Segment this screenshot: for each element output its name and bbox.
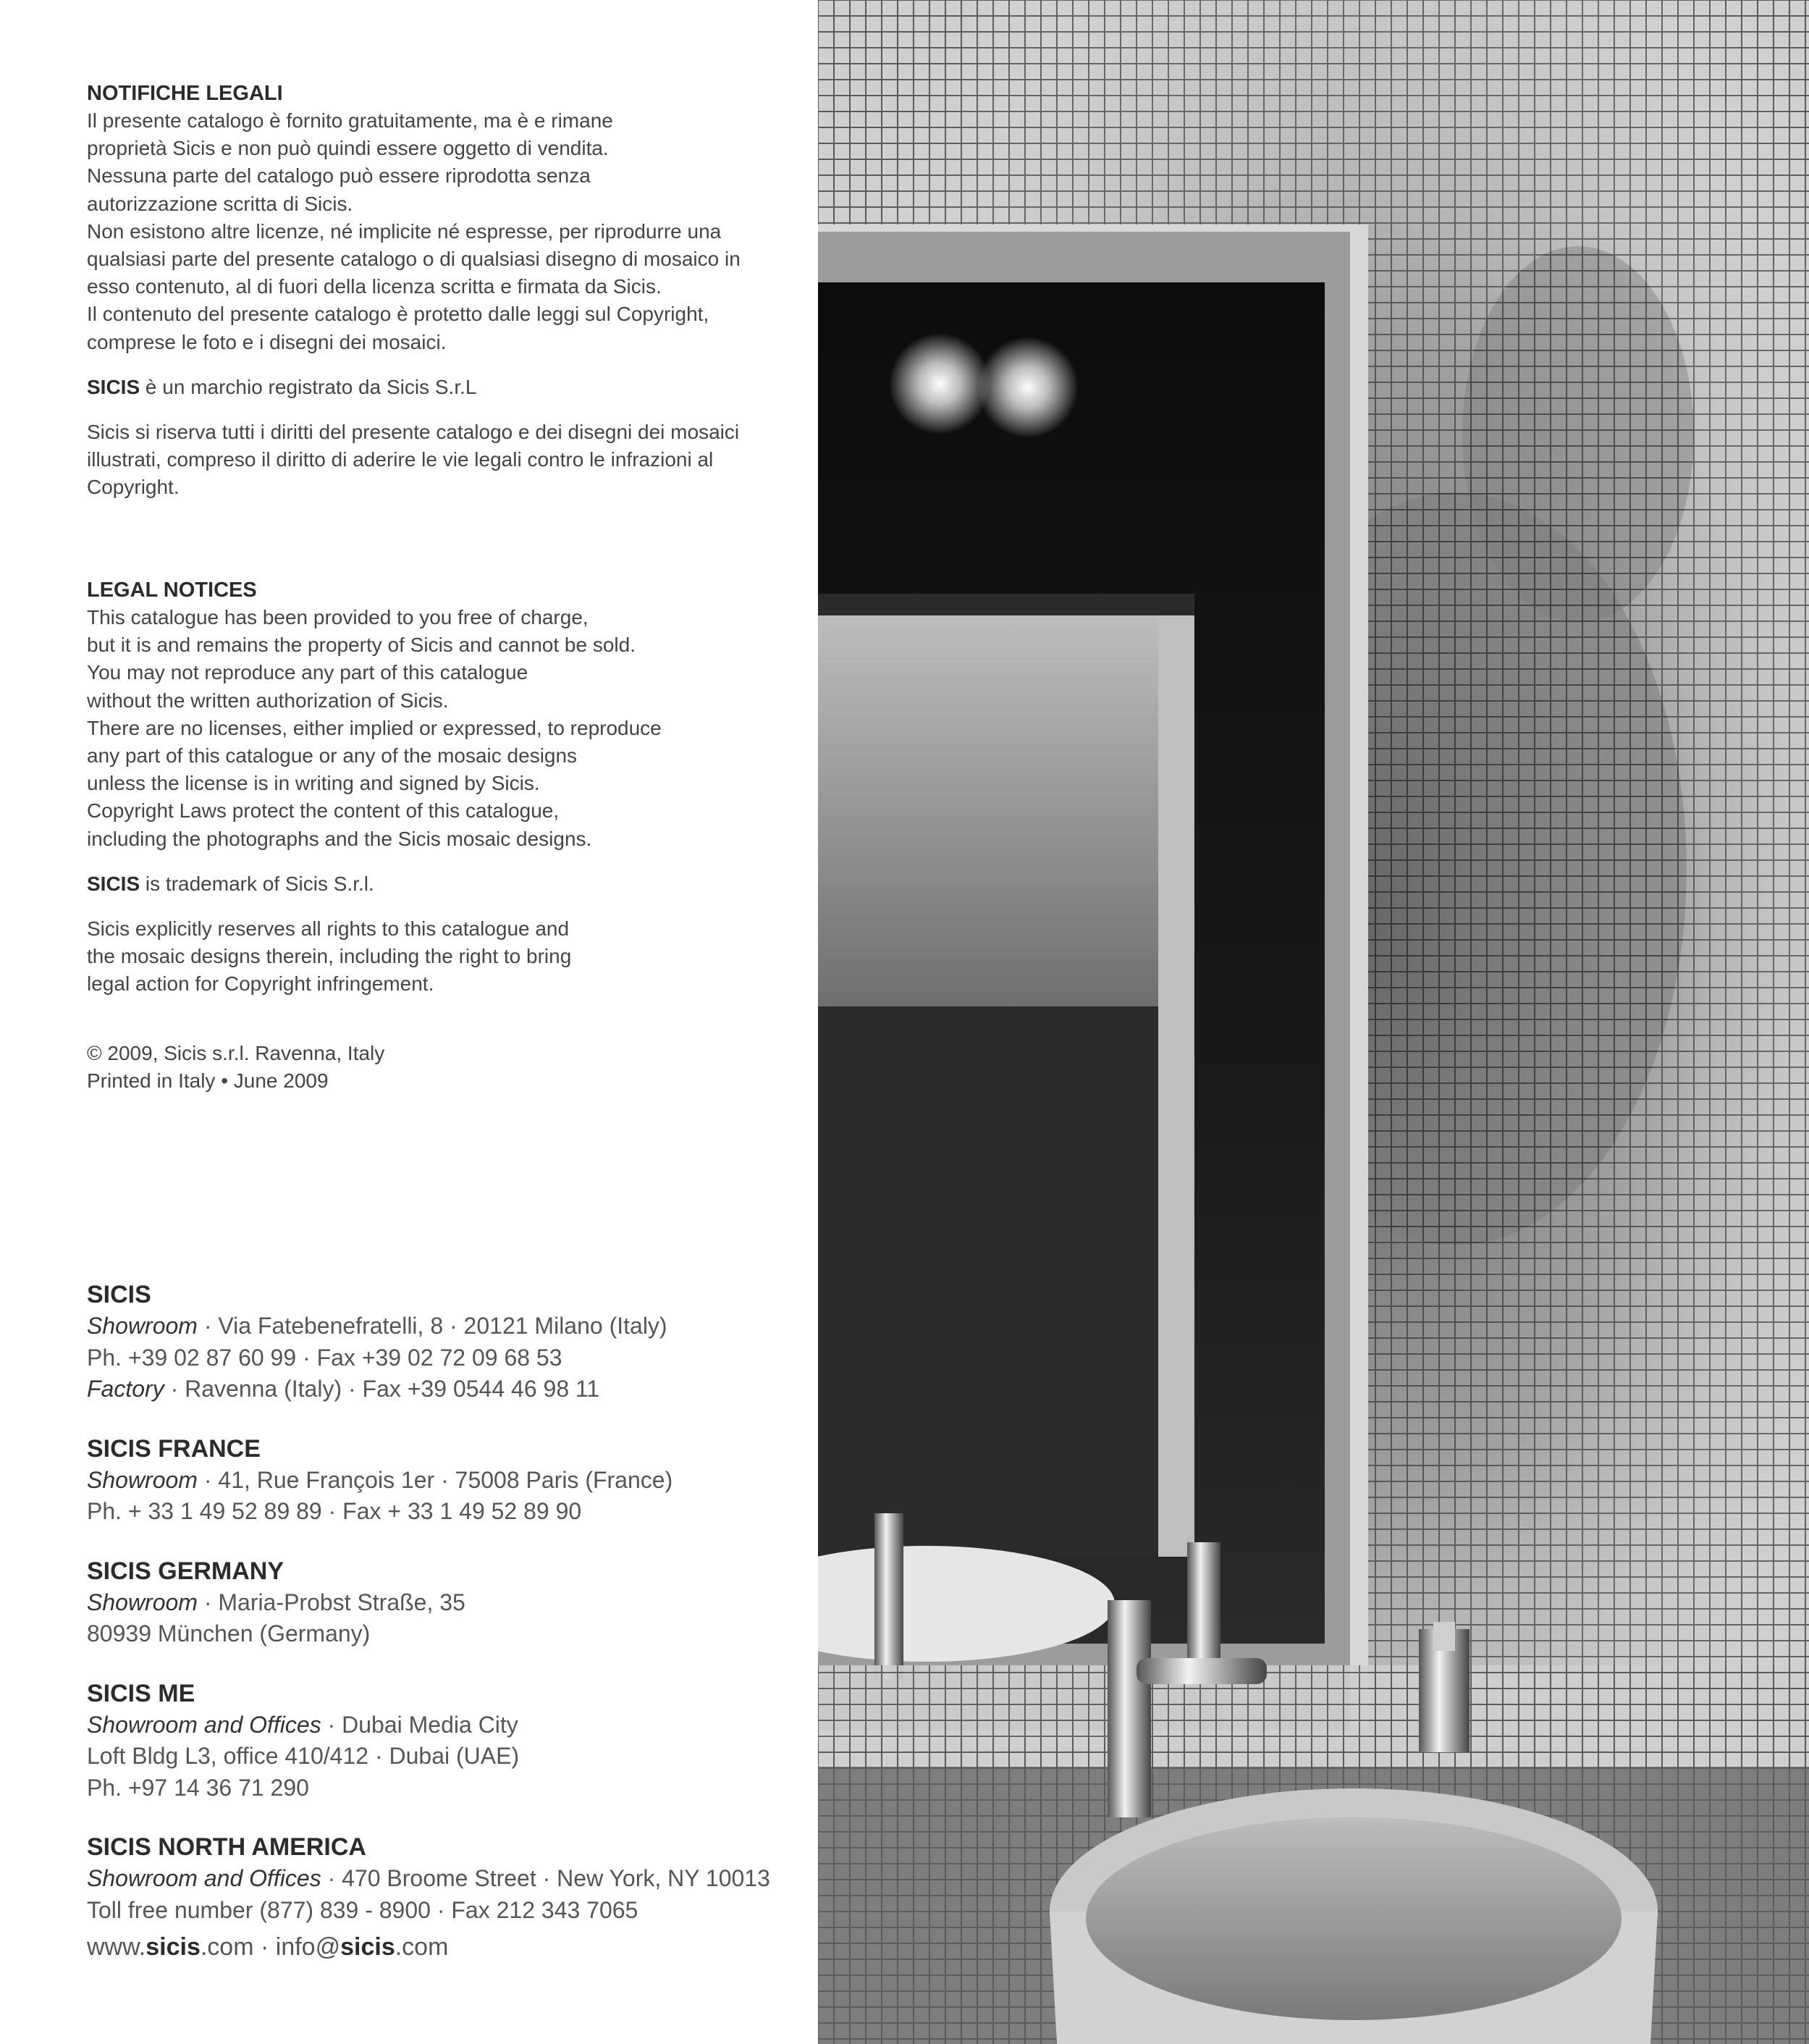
office-line-label: Showroom — [87, 1313, 198, 1339]
office-entry — [87, 1279, 782, 1405]
office-line-text: Loft Bldg L3, office 410/412 · Dubai (UAE) — [87, 1743, 520, 1769]
office-line-text: · 470 Broome Street · New York, NY 10013 — [321, 1865, 770, 1891]
text-line: the mosaic designs therein, including the right to bring — [87, 945, 572, 968]
text-line: Sicis explicitly reserves all rights to this catalogue and — [87, 917, 570, 941]
office-entry — [87, 1433, 782, 1528]
office-line-label: Showroom — [87, 1589, 198, 1615]
imprint — [87, 1040, 782, 1095]
text-line: qualsiasi parte del presente catalogo o di qualsiasi disegno di mosaico in — [87, 248, 741, 271]
office-entry — [87, 1831, 782, 1926]
italian-rights — [87, 419, 782, 502]
english-trademark: SICIS is trademark of Sicis S.r.l. — [87, 872, 374, 895]
text-line: Copyright Laws protect the content of this catalogue, — [87, 799, 560, 823]
italian-trademark: SICIS è un marchio registrato da Sicis S.r.L — [87, 375, 477, 398]
brand-name: SICIS — [87, 375, 140, 398]
office-line — [87, 1709, 782, 1741]
offices-list — [87, 1279, 782, 1953]
office-line — [87, 1741, 782, 1772]
text-line: without the written authorization of Sicis. — [87, 689, 449, 712]
text-line: autorizzazione scritta di Sicis. — [87, 192, 353, 215]
italian-heading: NOTIFICHE LEGALI — [87, 82, 283, 105]
italian-legal-section — [87, 80, 782, 502]
office-line-text: · 41, Rue François 1er · 75008 Paris (France) — [197, 1466, 673, 1493]
printed-line: Printed in Italy • June 2009 — [87, 1069, 329, 1093]
email-link[interactable]: info@sicis.com — [275, 1933, 449, 1961]
text-line: Nessuna parte del catalogo può essere riprodotta senza — [87, 164, 591, 188]
text-line: esso contenuto, al di fuori della licenza scritta e firmata da Sicis. — [87, 275, 662, 298]
text-line: Il presente catalogo è fornito gratuitamente, ma è e rimane — [87, 109, 613, 132]
separator: · — [253, 1933, 276, 1961]
office-line-text: · Via Fatebenefratelli, 8 · 20121 Milano (Italy) — [197, 1313, 667, 1339]
text-line: comprese le foto e i disegni dei mosaici. — [87, 330, 447, 353]
office-line — [87, 1342, 782, 1374]
office-name: SICIS ME — [87, 1679, 195, 1707]
office-line — [87, 1618, 782, 1650]
office-line-text: Ph. +39 02 87 60 99 · Fax +39 02 72 09 68 53 — [87, 1344, 562, 1371]
office-entry — [87, 1555, 782, 1650]
english-legal-section — [87, 576, 782, 998]
text-line: This catalogue has been provided to you free of charge, — [87, 606, 589, 628]
office-line-label: Showroom and Offices — [87, 1865, 321, 1891]
office-name: SICIS — [87, 1281, 151, 1308]
office-line — [87, 1895, 782, 1927]
text-line: There are no licenses, either implied or expressed, to reproduce — [87, 716, 662, 739]
english-heading: LEGAL NOTICES — [87, 579, 257, 602]
text-line: including the photographs and the Sicis mosaic designs. — [87, 827, 592, 850]
text-line: Il contenuto del presente catalogo è protetto dalle leggi sul Copyright, — [87, 303, 709, 326]
text-line: Sicis si riserva tutti i diritti del presente catalogo e dei disegni dei mosaici — [87, 421, 740, 444]
office-line-text: · Dubai Media City — [321, 1711, 518, 1738]
office-entry — [87, 1678, 782, 1804]
office-line-label: Factory — [87, 1376, 164, 1402]
office-name: SICIS NORTH AMERICA — [87, 1833, 366, 1861]
office-line — [87, 1772, 782, 1804]
brand-name: SICIS — [87, 872, 140, 895]
web-contact — [87, 1933, 782, 1961]
office-line-text: Toll free number (877) 839 - 8900 · Fax 212 343 7065 — [87, 1896, 638, 1923]
office-name: SICIS GERMANY — [87, 1557, 284, 1585]
office-line — [87, 1465, 782, 1497]
office-line-text: Ph. +97 14 36 71 290 — [87, 1774, 309, 1801]
text-line: but it is and remains the property of Sicis and cannot be sold. — [87, 634, 636, 657]
text-line: You may not reproduce any part of this catalogue — [87, 661, 528, 684]
text-line: illustrati, compreso il diritto di aderire le vie legali contro le infrazioni al — [87, 448, 714, 471]
bathroom-mosaic-photo — [818, 0, 1809, 2044]
office-line-label: Showroom and Offices — [87, 1711, 321, 1738]
text-line: unless the license is in writing and signed by Sicis. — [87, 772, 540, 795]
office-line — [87, 1374, 782, 1405]
office-line-text: · Maria-Probst Straße, 35 — [197, 1589, 465, 1615]
office-line-label: Showroom — [87, 1466, 198, 1493]
italian-notice-body — [87, 107, 782, 356]
copyright-line: © 2009, Sicis s.r.l. Ravenna, Italy — [87, 1042, 385, 1064]
text-line: proprietà Sicis e non può quindi essere oggetto di vendita. — [87, 137, 609, 160]
office-line-text: Ph. + 33 1 49 52 89 89 · Fax + 33 1 49 52 89 90 — [87, 1498, 582, 1524]
website-link[interactable]: www.sicis.com — [87, 1933, 254, 1961]
photo-illustration — [818, 0, 1809, 2044]
office-line-text: 80939 München (Germany) — [87, 1620, 371, 1646]
text-line: legal action for Copyright infringement. — [87, 972, 434, 996]
legal-text-column — [0, 0, 818, 2044]
office-line-text: · Ravenna (Italy) · Fax +39 0544 46 98 11 — [164, 1376, 600, 1402]
office-line — [87, 1311, 782, 1342]
english-notice-body — [87, 604, 782, 853]
text-line: Copyright. — [87, 476, 180, 499]
office-line — [87, 1863, 782, 1895]
text-line: Non esistono altre licenze, né implicite né espresse, per riprodurre una — [87, 219, 722, 243]
text-line: any part of this catalogue or any of the mosaic designs — [87, 744, 578, 767]
office-name: SICIS FRANCE — [87, 1434, 261, 1463]
office-line — [87, 1587, 782, 1619]
office-line — [87, 1496, 782, 1528]
english-rights — [87, 915, 782, 998]
